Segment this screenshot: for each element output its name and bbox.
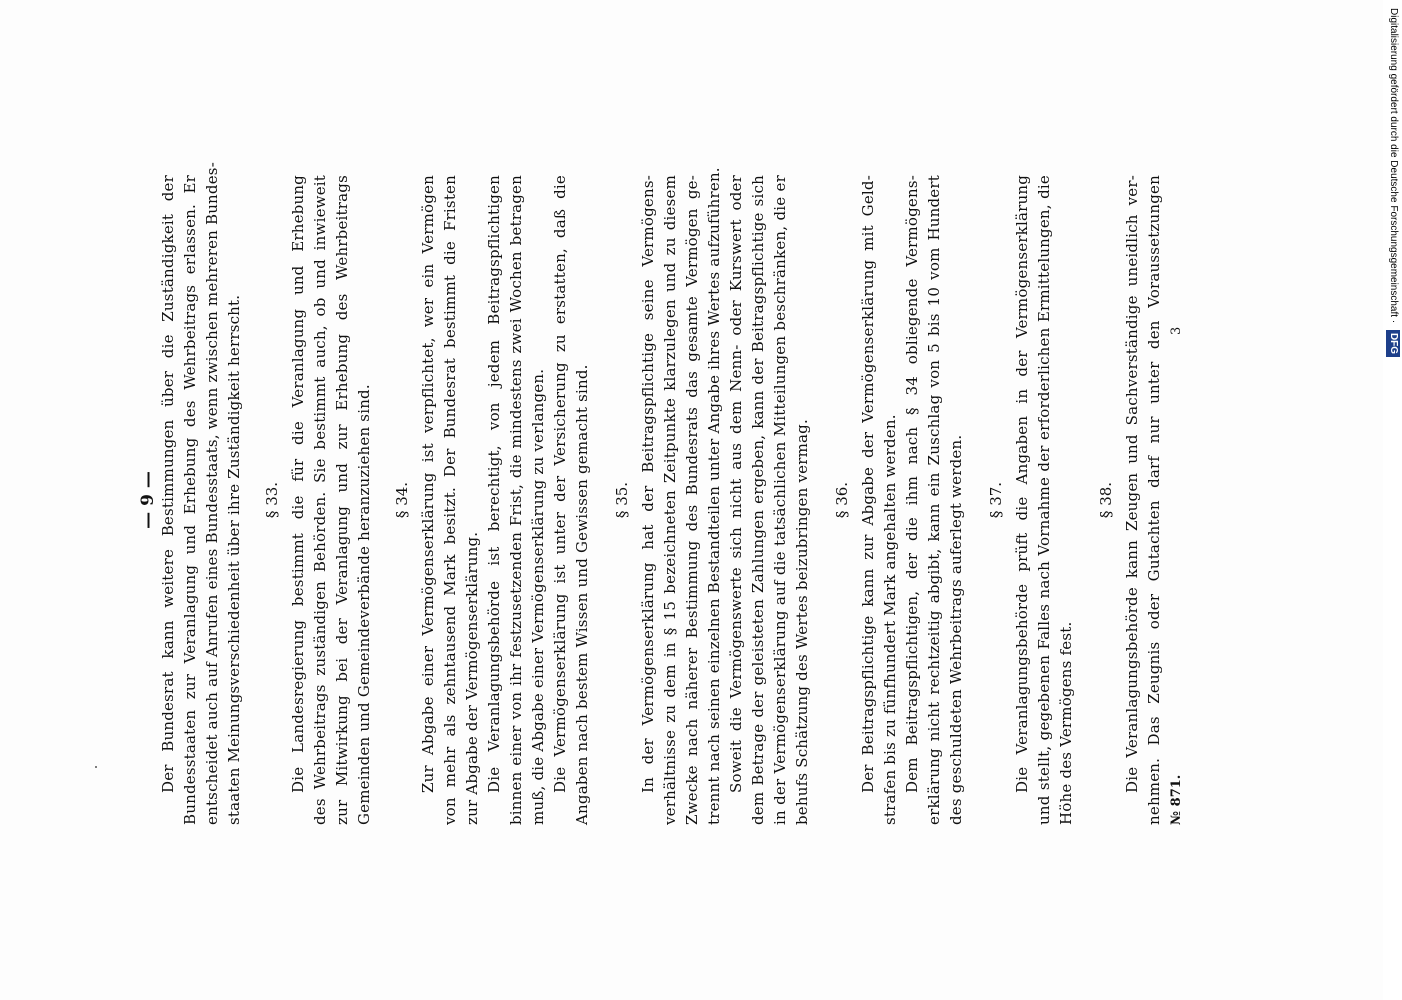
section-heading: § 33. (263, 481, 281, 519)
text-line: und stellt, gegebenen Falles nach Vornahme der erforderlichen Ermittelungen, die (1035, 175, 1053, 825)
section-heading: § 34. (393, 481, 411, 519)
section-heading: § 36. (833, 481, 851, 519)
text-line: In der Vermögenserklärung hat der Beitragspflichtige seine Vermögens- (639, 175, 657, 793)
scan-speck (95, 766, 97, 768)
text-line: Gemeinden und Gemeindeverbände heranzuziehen sind. (355, 384, 373, 825)
section-heading: § 37. (987, 481, 1005, 519)
rotated-text-column (138, 162, 1258, 825)
text-line: entscheidet auch auf Anrufen eines Bundesstaats, wenn zwischen mehreren Bundes- (203, 162, 221, 825)
page-number: — 9 — (138, 471, 158, 529)
text-line: Die Veranlagungsbehörde kann Zeugen und Sachverständige uneidlich ver- (1123, 175, 1141, 793)
text-line: erklärung nicht rechtzeitig abgibt, kann ein Zuschlag von 5 bis 10 vom Hundert (925, 175, 943, 825)
text-line: Die Veranlagungsbehörde ist berechtigt, von jedem Beitragspflichtigen (485, 175, 503, 793)
text-line: des geschuldeten Wehrbeitrags auferlegt werden. (947, 434, 965, 825)
dfg-logo: DFG (1386, 330, 1400, 357)
text-line: zur Abgabe der Vermögenserklärung. (463, 531, 481, 825)
text-line: Zwecke nach näherer Bestimmung des Bundesrats das gesamte Vermögen ge- (683, 175, 701, 825)
text-line: nehmen. Das Zeugnis oder Gutachten darf nur unter den Voraussetzungen (1145, 175, 1163, 825)
signature-mark: 3 (1169, 326, 1184, 335)
text-line: dem Betrage der geleisteten Zahlungen ergeben, kann der Beitragspflichtige sich (749, 175, 767, 825)
text-line: Zur Abgabe einer Vermögenserklärung ist verpflichtet, wer ein Vermögen (419, 175, 437, 793)
text-line: Die Landesregierung bestimmt die für die Veranlagung und Erhebung (289, 175, 307, 793)
section-heading: § 35. (613, 481, 631, 519)
print-number: № 871. (1169, 774, 1184, 825)
text-line: Bundesstaaten zur Veranlagung und Erhebung des Wehrbeitrags erlassen. Er (181, 175, 199, 825)
text-line: strafen bis zu fünfhundert Mark angehalten werden. (881, 414, 899, 825)
text-line: zur Mitwirkung bei der Veranlagung und zur Erhebung des Wehrbeitrags (333, 175, 351, 825)
text-line: Soweit die Vermögenswerte sich nicht aus dem Nenn- oder Kurswert oder (727, 175, 745, 793)
text-line: in der Vermögenserklärung auf die tatsächlichen Mitteilungen beschränken, die er (771, 175, 789, 825)
text-line: Die Veranlagungsbehörde prüft die Angaben in der Vermögenserklärung (1013, 175, 1031, 793)
text-line: Angaben nach bestem Wissen und Gewissen gemacht sind. (573, 364, 591, 825)
text-line: trennt nach seinen einzelnen Bestandteilen unter Angabe ihres Wertes aufzuführen. (705, 167, 723, 825)
digitization-credit (1384, 8, 1402, 668)
credit-text: Digitalisierung gefördert durch die Deutsche Forschungsgemeinschaft · (1388, 8, 1399, 324)
text-line: Der Beitragspflichtige kann zur Abgabe der Vermögenserklärung mit Geld- (859, 175, 877, 793)
text-line: muß, die Abgabe einer Vermögenserklärung zu verlangen. (529, 368, 547, 825)
text-line: verhältnisse zu dem in § 15 bezeichneten Zeitpunkte klarzulegen und zu diesem (661, 175, 679, 825)
text-line: Höhe des Vermögens fest. (1057, 621, 1075, 825)
section-heading: § 38. (1097, 481, 1115, 519)
text-line: behufs Schätzung des Wertes beizubringen vermag. (793, 419, 811, 825)
text-line: des Wehrbeitrags zuständigen Behörden. Sie bestimmt auch, ob und inwieweit (311, 175, 329, 825)
text-line: binnen einer von ihr festzusetzenden Frist, die mindestens zwei Wochen betragen (507, 175, 525, 825)
text-line: staaten Meinungsverschiedenheit über ihre Zuständigkeit herrscht. (225, 294, 243, 825)
text-line: Dem Beitragspflichtigen, der die ihm nach § 34 obliegende Vermögens- (903, 175, 921, 793)
text-line: von mehr als zehntausend Mark besitzt. Der Bundesrat bestimmt die Fristen (441, 175, 459, 825)
text-line: Der Bundesrat kann weitere Bestimmungen über die Zuständigkeit der (159, 175, 177, 793)
text-line: Die Vermögenserklärung ist unter der Versicherung zu erstatten, daß die (551, 175, 569, 793)
